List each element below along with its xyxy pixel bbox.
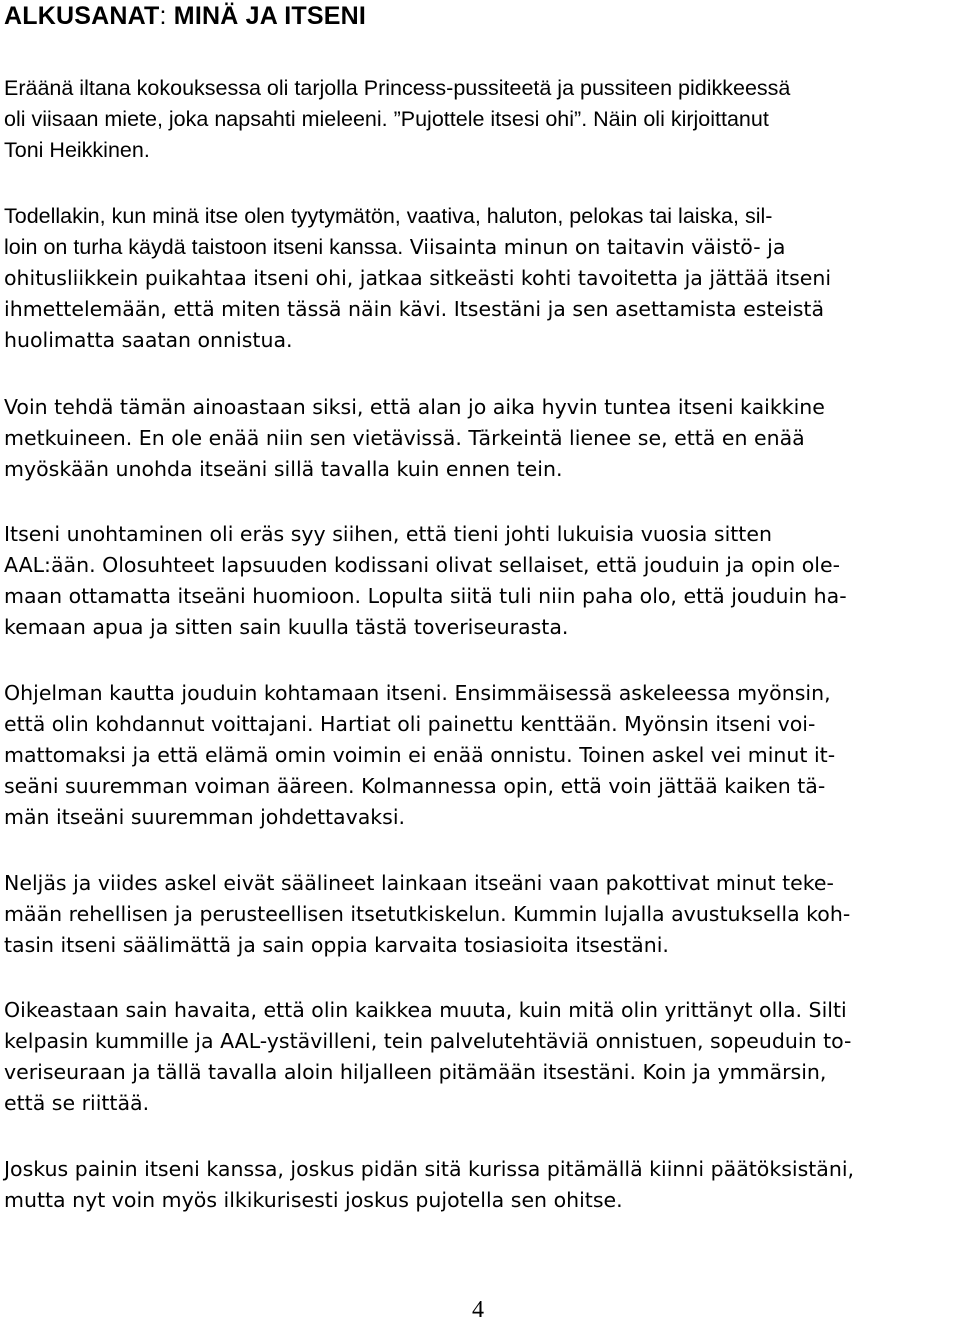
paragraph-line: ohitusliikkein puikahtaa itseni ohi, jatkaa sitkeästi kohti tavoitetta ja jättää itseni [4,266,832,290]
paragraph-3 [4,392,825,485]
paragraph-line: Eräänä iltana kokouksessa oli tarjolla Princess-pussiteetä ja pussiteen pidikkeessä [4,76,791,100]
paragraph-line: Oikeastaan sain havaita, että olin kaikkea muuta, kuin mitä olin yrittänyt olla. Silti [4,998,847,1022]
title-main: ALKUSANAT [4,2,160,30]
paragraph-line: Joskus painin itseni kanssa, joskus pidän sitä kurissa pitämällä kiinni päätöksistäni, [4,1157,855,1181]
paragraph-line [4,232,831,263]
paragraph-line: tasin itseni säälimättä ja sain oppia karvaita tosiasioita itsestäni. [4,933,669,957]
paragraph-line: mattomaksi ja että elämä omin voimin ei enää onnistu. Toinen askel vei minut it- [4,743,836,767]
paragraph-line: Voin tehdä tämän ainoastaan siksi, että alan jo aika hyvin tuntea itseni kaikkine [4,395,825,419]
paragraph-line: Itseni unohtaminen oli eräs syy siihen, että tieni johti lukuisia vuosia sitten [4,522,772,546]
paragraph-6 [4,868,850,961]
paragraph-line: Ohjelman kautta jouduin kohtamaan itseni. Ensimmäisessä askeleessa myönsin, [4,681,831,705]
paragraph-line: maan ottamatta itseäni huomioon. Lopulta siitä tuli niin paha olo, että jouduin ha- [4,584,847,608]
paragraph-line: Neljäs ja viides askel eivät säälineet lainkaan itseäni vaan pakottivat minut teke- [4,871,834,895]
paragraph-line: mutta nyt voin myös ilkikurisesti joskus pujotella sen ohitse. [4,1188,623,1212]
title-colon: : [159,2,167,30]
paragraph-line: Toni Heikkinen. [4,138,150,162]
paragraph-line: kemaan apua ja sitten sain kuulla tästä toveriseurasta. [4,615,569,639]
paragraph-5 [4,678,835,833]
paragraph-8 [4,1154,854,1216]
paragraph-line: että se riittää. [4,1091,150,1115]
line-segment: Viisainta minun on taitavin väistö- ja [403,235,786,259]
paragraph-line: että olin kohdannut voittajani. Hartiat oli painettu kenttään. Myönsin itseni voi- [4,712,816,736]
paragraph-line: myöskään unohda itseäni sillä tavalla kuin ennen tein. [4,457,563,481]
paragraph-4 [4,519,847,643]
paragraph-line: huolimatta saatan onnistua. [4,328,293,352]
paragraph-line: kelpasin kummille ja AAL-ystävilleni, tein palvelutehtäviä onnistuen, sopeuduin to- [4,1029,852,1053]
paragraph-2 [4,201,831,356]
paragraph-line: AAL:ään. Olosuhteet lapsuuden kodissani olivat sellaiset, että jouduin ja opin ole- [4,553,841,577]
line-segment: loin on turha käydä taistoon itseni kanssa. [4,235,404,259]
page-title [4,2,366,31]
paragraph-line: oli viisaan miete, joka napsahti mieleeni. ”Pujottele itsesi ohi”. Näin oli kirjoittanut [4,107,769,131]
paragraph-7 [4,995,851,1119]
paragraph-line: män itseäni suuremman johdettavaksi. [4,805,406,829]
paragraph-line: metkuineen. En ole enää niin sen vietävissä. Tärkeintä lienee se, että en enää [4,426,805,450]
paragraph-line: ihmettelemään, että miten tässä näin kävi. Itsestäni ja sen asettamista esteistä [4,297,825,321]
paragraph-line: Todellakin, kun minä itse olen tyytymätön, vaativa, haluton, pelokas tai laiska, sil- [4,204,773,228]
title-rest: MINÄ JA ITSENI [166,2,366,30]
paragraph-1 [4,73,790,166]
paragraph-line: veriseuraan ja tällä tavalla aloin hiljalleen pitämään itsestäni. Koin ja ymmärsin, [4,1060,827,1084]
page-number: 4 [472,1297,484,1323]
paragraph-line: mään rehellisen ja perusteellisen itsetutkiskelun. Kummin lujalla avustuksella koh- [4,902,851,926]
paragraph-line: seäni suuremman voiman ääreen. Kolmannessa opin, että voin jättää kaiken tä- [4,774,826,798]
